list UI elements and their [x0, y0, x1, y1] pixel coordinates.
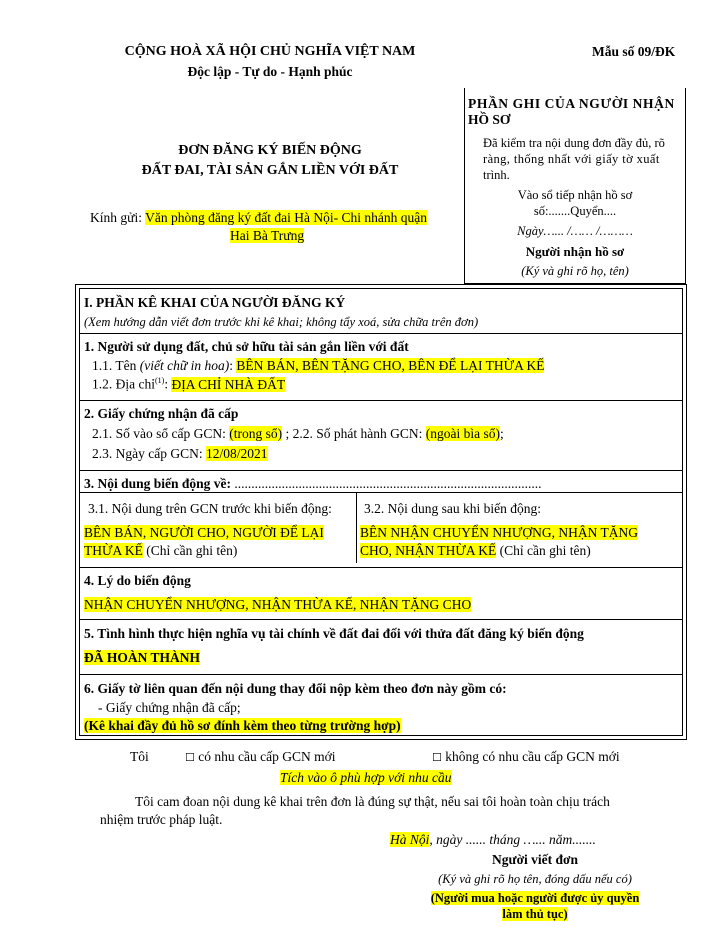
checkbox-no-icon[interactable]: ☐ — [432, 751, 442, 764]
receipt-check-3: trình. — [483, 168, 510, 182]
s4-value-row — [84, 597, 471, 613]
s1-name-colon: : — [229, 358, 237, 373]
s5-heading: 5. Tình hình thực hiện nghĩa vụ tài chính về đất đai đối với thửa đất đăng ký biến động — [84, 626, 584, 641]
footer-toi: Tôi — [130, 749, 149, 764]
s6-item2-row — [84, 718, 401, 734]
receipt-receiver-note: (Ký và ghi rõ họ, tên) — [521, 264, 629, 278]
s1-name-value: BÊN BÁN, BÊN TẶNG CHO, BÊN ĐỂ LẠI THỪA KẾ — [236, 358, 545, 373]
receipt-date: Ngày…... /…… /……… — [517, 224, 633, 238]
declaration-box — [75, 284, 687, 740]
s1-addr-label: 1.2. Địa chỉ — [92, 376, 155, 392]
s2-issue-label: ; 2.2. Số phát hành GCN: — [282, 426, 426, 441]
section-2 — [80, 400, 682, 466]
receipt-heading-2: HỒ SƠ — [468, 112, 511, 127]
s2-book-label: 2.1. Số vào sổ cấp GCN: — [92, 426, 230, 441]
s2-date-label: 2.3. Ngày cấp GCN: — [92, 446, 206, 461]
s3-before-line2 — [84, 543, 237, 559]
s3-after-value1: BÊN NHẬN CHUYỂN NHƯỢNG, NHẬN TẶNG — [360, 525, 638, 540]
s1-heading: 1. Người sử dụng đất, chủ sở hữu tài sản gắn liền với đất — [84, 339, 409, 354]
receipt-check-2: ràng, thống nhất với giấy tờ xuất — [483, 152, 660, 166]
place-date — [390, 832, 596, 848]
nation-name: CỘNG HOÀ XÃ HỘI CHỦ NGHĨA VIỆT NAM — [124, 44, 416, 59]
section-5 — [80, 619, 682, 675]
option-no-gcn-label: không có nhu cầu cấp GCN mới — [445, 749, 620, 764]
s3-before-value2: THỪA KẾ — [84, 543, 143, 558]
s3-heading-row — [84, 476, 542, 492]
pledge-line2: nhiệm trước pháp luật. — [100, 812, 223, 827]
s2-heading: 2. Giấy chứng nhận đã cấp — [84, 406, 239, 421]
option-new-gcn[interactable] — [185, 749, 335, 765]
part1-note: (Xem hướng dẫn viết đơn trước khi kê khai; không tẩy xoá, sửa chữa trên đơn) — [84, 315, 479, 329]
receipt-heading-1: PHẦN GHI CỦA NGƯỜI NHẬN — [468, 96, 675, 111]
receipt-book-1: Vào sổ tiếp nhận hồ sơ — [517, 188, 633, 202]
s3-after-line2 — [360, 543, 591, 559]
s1-addr-value: ĐỊA CHỈ NHÀ ĐẤT — [171, 376, 286, 392]
s3-before-value1: BÊN BÁN, NGƯỜI CHO, NGƯỜI ĐỂ LẠI — [84, 525, 324, 540]
s2-issue-value: (ngoài bìa sổ) — [425, 426, 500, 441]
signer-hint-2: làm thủ tục) — [502, 907, 568, 921]
checkbox-yes-icon[interactable]: ☐ — [185, 751, 195, 764]
s6-heading: 6. Giấy tờ liên quan đến nội dung thay đổi nộp kèm theo đơn này gồm có: — [84, 681, 507, 696]
section-1 — [80, 333, 682, 394]
s3-before-line1 — [84, 525, 324, 541]
s3-before-note: (Chỉ cần ghi tên) — [142, 543, 238, 558]
s6-item2: (Kê khai đầy đủ hồ sơ đính kèm theo từng trường hợp) — [84, 718, 401, 733]
s3-after-note: (Chỉ cần ghi tên) — [496, 543, 591, 558]
title-line2: ĐẤT ĐAI, TÀI SẢN GẮN LIỀN VỚI ĐẤT — [141, 163, 399, 178]
s1-name-label: 1.1. Tên — [92, 358, 140, 373]
signer-hint-1: (Người mua hoặc người được ủy quyền — [430, 891, 640, 905]
s6-item1: - Giấy chứng nhận đã cấp; — [98, 700, 241, 715]
form-code: Mẫu số 09/ĐK — [592, 44, 676, 59]
recipient-office-2: Hai Bà Trưng — [230, 228, 305, 243]
tick-note-row — [280, 770, 452, 786]
s1-addr-sup: (1) — [155, 376, 165, 385]
part1-heading: I. PHẦN KÊ KHAI CỦA NGƯỜI ĐĂNG KÝ — [84, 295, 346, 310]
recipient-line1 — [90, 210, 427, 226]
s3-heading: 3. Nội dung biến động về: — [84, 476, 235, 491]
recipient-office: Văn phòng đăng ký đất đai Hà Nội- Chi nhánh quận — [145, 210, 428, 225]
s2-issue-end: ; — [499, 426, 504, 441]
s3-after-line1 — [360, 525, 638, 541]
section-3-detail — [80, 492, 682, 563]
s1-addr-row — [92, 376, 285, 393]
recipient-label: Kính gửi: — [90, 210, 146, 225]
s2-book-row — [92, 426, 504, 442]
s5-value-row — [84, 650, 200, 666]
receipt-check-1: Đã kiểm tra nội dung đơn đầy đủ, rõ — [483, 136, 665, 150]
tick-note: Tích vào ô phù hợp với nhu cầu — [280, 770, 452, 785]
declaration-inner — [79, 288, 683, 736]
receipt-receiver: Người nhận hồ sơ — [525, 244, 625, 259]
section-3 — [80, 470, 682, 493]
section-6 — [80, 674, 682, 737]
signer-hint-1-row — [400, 891, 670, 906]
place: Hà Nội — [390, 832, 430, 847]
s3-divider — [356, 493, 357, 563]
title-line1: ĐƠN ĐĂNG KÝ BIẾN ĐỘNG — [178, 143, 362, 158]
signer: Người viết đơn — [491, 852, 579, 867]
motto: Độc lập - Tự do - Hạnh phúc — [187, 64, 353, 79]
receipt-box — [464, 88, 686, 284]
signer-note: (Ký và ghi rõ họ tên, đóng dấu nếu có) — [438, 872, 632, 886]
option-new-gcn-label: có nhu cầu cấp GCN mới — [198, 749, 336, 764]
s1-name-hint: (viết chữ in hoa) — [139, 358, 230, 373]
s3-after-label: 3.2. Nội dung sau khi biến động: — [364, 501, 541, 516]
s2-book-value: (trong sổ) — [229, 426, 283, 441]
s5-value: ĐÃ HOÀN THÀNH — [84, 650, 201, 665]
recipient-line2 — [230, 228, 304, 244]
s4-value: NHẬN CHUYỂN NHƯỢNG, NHẬN THỪA KẾ, NHẬN TẶNG CHO — [84, 597, 472, 612]
s3-before-label: 3.1. Nội dung trên GCN trước khi biến động: — [88, 501, 332, 516]
section-4 — [80, 567, 682, 620]
s2-date-row — [92, 446, 268, 462]
s1-name-row — [92, 358, 544, 374]
s3-after-value2: CHO, NHẬN THỪA KẾ — [360, 543, 497, 558]
pledge-line1: Tôi cam đoan nội dung kê khai trên đơn là đúng sự thật, nếu sai tôi hoàn toàn chịu trách — [135, 794, 610, 809]
date-rest: , ngày ...... tháng …... năm....... — [429, 832, 596, 847]
s2-date-value: 12/08/2021 — [205, 446, 268, 461]
option-no-gcn[interactable] — [432, 749, 620, 765]
s4-heading: 4. Lý do biến động — [84, 573, 191, 588]
signer-hint-2-row — [400, 907, 670, 922]
s3-dots: ........................................................................................... — [234, 476, 542, 491]
receipt-book-2: số:.......Quyển.... — [533, 204, 617, 218]
s1-addr-colon: : — [164, 376, 172, 392]
